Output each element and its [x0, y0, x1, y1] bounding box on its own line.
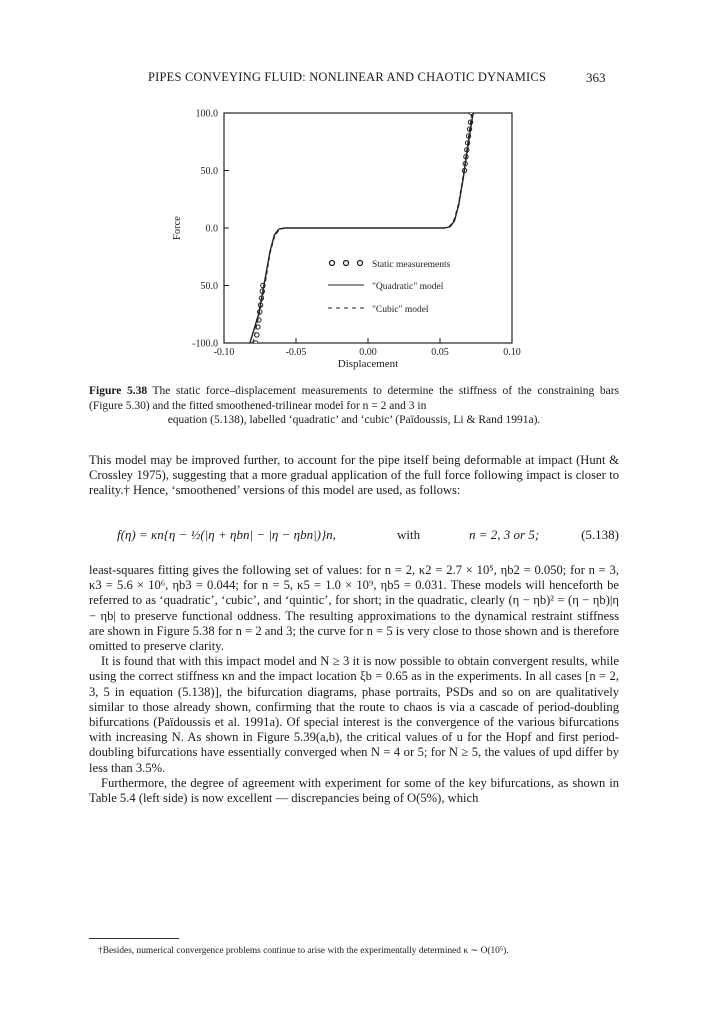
- y-tick-label: -100.0: [192, 338, 218, 350]
- equation-body: f(η) = κn{η − ½(|η + ηbn| − |η − ηbn|)}n,: [117, 527, 336, 542]
- legend-marker: [330, 261, 335, 266]
- caption-label: Figure 5.38: [89, 385, 148, 397]
- caption-text: The static force–displacement measurements to determine the stiffness of the constraining bars (Figure 5.30) and the fitted smoothened-trilinear model for n = 2 and 3 in: [89, 385, 620, 412]
- x-tick-label: 0.10: [503, 347, 521, 358]
- footnote: †Besides, numerical convergence problems continue to arise with the experimentally determined κ ∼ O(10⁵).: [98, 946, 509, 956]
- page-number: 363: [586, 70, 606, 85]
- legend-marker: [344, 261, 349, 266]
- equation-with: with: [397, 527, 421, 542]
- x-tick-label: 0.05: [431, 347, 449, 358]
- y-tick-label: 0.0: [205, 223, 218, 235]
- equation-5-138: [89, 527, 619, 547]
- figure-caption: [89, 384, 619, 428]
- paragraph-4: Furthermore, the degree of agreement with experiment for some of the key bifurcations, as shown in Table 5.4 (left side) is now excellent — discrepancies being of O(5%), which: [89, 775, 619, 806]
- x-tick-label: -0.10: [213, 347, 235, 358]
- legend-marker: [358, 261, 363, 266]
- legend-label: "Cubic" model: [372, 305, 429, 315]
- footnote-rule: [89, 938, 179, 939]
- force-displacement-chart: [160, 103, 560, 375]
- x-tick-label: -0.05: [285, 347, 307, 358]
- running-head: PIPES CONVEYING FLUID: NONLINEAR AND CHAOTIC DYNAMICS: [148, 70, 547, 84]
- y-tick-label: 50.0: [200, 281, 218, 292]
- y-axis-label: Force: [172, 216, 183, 240]
- x-tick-label: 0.00: [359, 347, 377, 358]
- equation-number: (5.138): [581, 527, 619, 542]
- x-axis-label: Displacement: [337, 358, 399, 370]
- paragraph-1: This model may be improved further, to account for the pipe itself being deformable at impact (Hunt & Crossley 1975), suggesting that a more gradual application of the full force following impact is closer to reality.† Hence, ‘smoothened’ versions of this model are used, as follows:: [89, 453, 619, 498]
- y-tick-label: 100.0: [195, 108, 218, 120]
- equation-condition: n = 2, 3 or 5;: [469, 527, 540, 542]
- legend-label: "Quadratic" model: [372, 282, 444, 292]
- y-tick-label: 50.0: [200, 166, 218, 177]
- legend-label: Static measurements: [372, 260, 451, 270]
- paragraph-3: It is found that with this impact model and N ≥ 3 it is now possible to obtain convergent results, while using the correct stiffness κn and the impact location ξb = 0.65 as in the experiments. In all cases [n = 2, 3, 5 in equation (5.138)], the bifurcation diagrams, phase portraits, PSDs and so on are qualitatively similar to those already shown, confirming that the route to chaos is via a cascade of period-doubling bifurcations (Païdoussis et al. 1991a). Of special interest is the convergence of the various bifurcations with increasing N. As shown in Figure 5.39(a,b), the critical values of u for the Hopf and first period-doubling bifurcations have essentially converged when N = 4 or 5; for N ≥ 5, the values of upd differ by less than 3.5%.: [89, 654, 619, 775]
- body-text-block: [89, 563, 619, 806]
- page-header: [0, 70, 721, 90]
- measurement-point: [253, 341, 257, 345]
- caption-last-line: equation (5.138), labelled ‘quadratic’ and ‘cubic’ (Païdoussis, Li & Rand 1991a).: [167, 414, 541, 426]
- paragraph-2: least-squares fitting gives the following set of values: for n = 2, κ2 = 2.7 × 10⁵, ηb2 = 0.050; for n = 3, κ3 = 5.6 × 10⁶, ηb3 = 0.044; for n = 5, κ5 = 1.0 × 10⁹, ηb5 = 0.031. These models will henceforth be referred to as ‘quadratic’, ‘cubic’, and ‘quintic’, for short; in the quadratic, clearly (η − ηb)² = (η − ηb)|η − ηb| to preserve functional oddness. The resulting approximations to the dynamical restraint stiffness are shown in Figure 5.38 for n = 2 and 3; the curve for n = 5 is very close to those shown and is therefore omitted to preserve clarity.: [89, 563, 619, 654]
